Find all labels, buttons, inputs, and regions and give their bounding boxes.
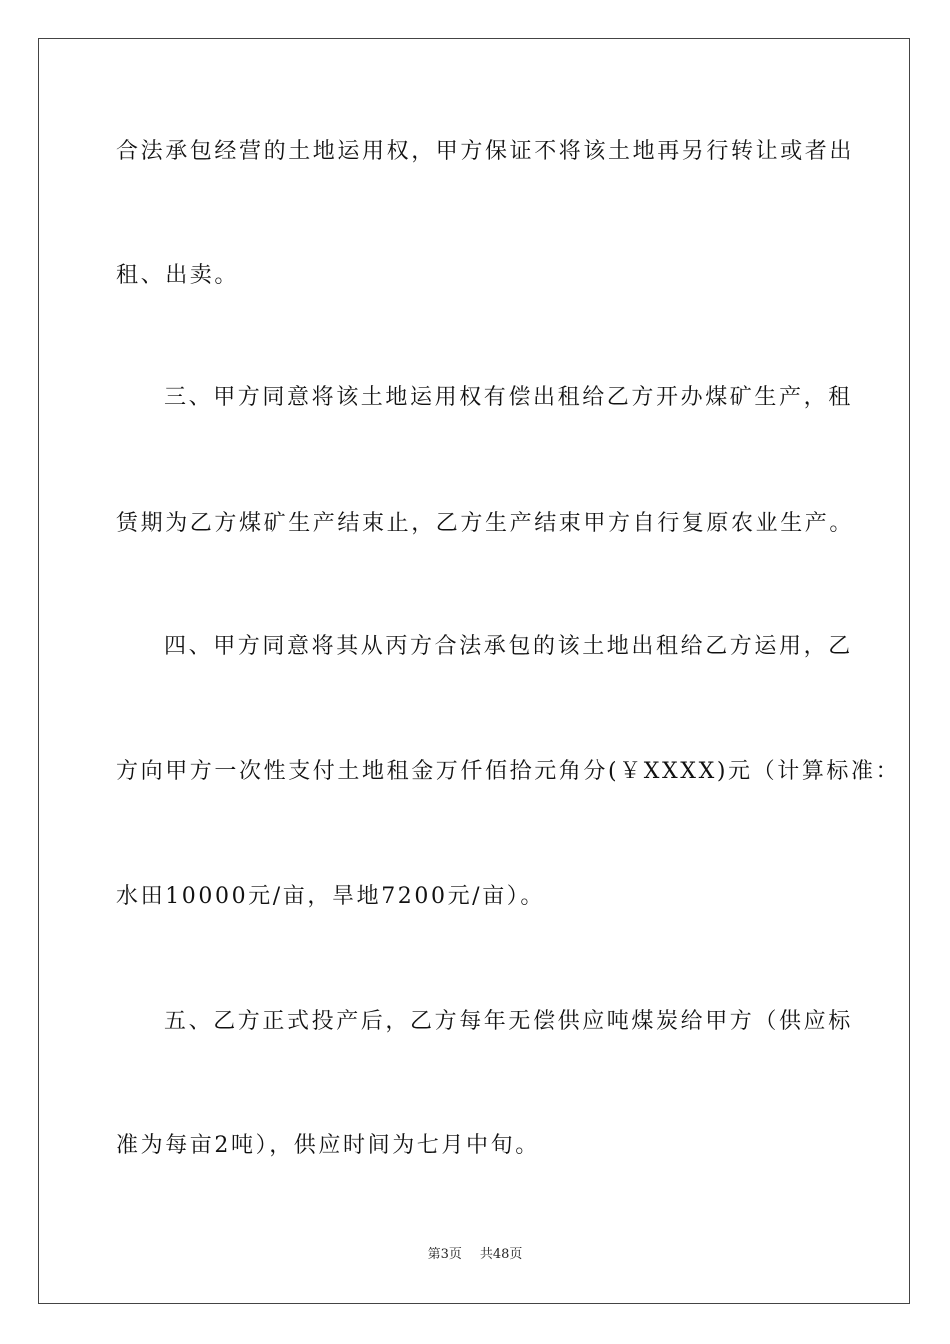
page-footer — [0, 1246, 950, 1264]
page-border — [38, 38, 910, 1304]
text-line: 方向甲方一次性支付土地租金万仟佰拾元角分(￥XXXX)元（计算标准： — [116, 759, 901, 784]
paragraph-three-start: 三、甲方同意将该土地运用权有偿出租给乙方开办煤矿生产，租 — [164, 385, 853, 410]
paragraph-four-start: 四、甲方同意将其从丙方合法承包的该土地出租给乙方运用，乙 — [164, 634, 853, 659]
page-number: 第3页 — [427, 1247, 462, 1262]
text-line: 准为每亩2吨），供应时间为七月中旬。 — [116, 1133, 540, 1158]
page-total: 共48页 — [479, 1247, 523, 1262]
text-line: 赁期为乙方煤矿生产结束止，乙方生产结束甲方自行复原农业生产。 — [116, 511, 855, 536]
text-line: 租、出卖。 — [116, 263, 240, 288]
text-line: 水田10000元/亩，旱地7200元/亩）。 — [116, 884, 545, 909]
text-line: 合法承包经营的土地运用权，甲方保证不将该土地再另行转让或者出 — [116, 139, 855, 164]
paragraph-five-start: 五、乙方正式投产后，乙方每年无偿供应吨煤炭给甲方（供应标 — [164, 1009, 853, 1034]
